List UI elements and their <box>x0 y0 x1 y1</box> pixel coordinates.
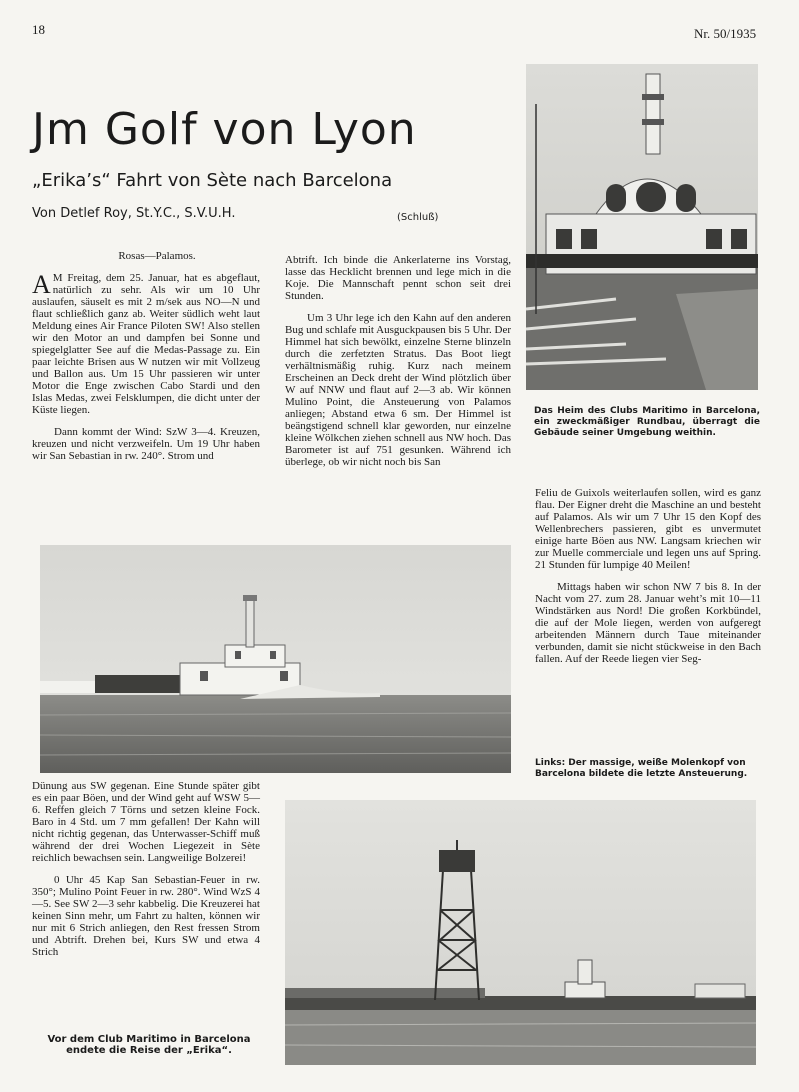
section-heading: Rosas—Palamos. <box>118 250 196 262</box>
paragraph: 0 Uhr 45 Kap San Sebastian-Feuer in rw. 350°; Mulino Point Feuer in rw. 280°. Wind WzS 4—5. See SW 2—3 sehr kabbelig. Die Kreuzerei hat keinen Sinn mehr, um Fahrt zu halten, können wir nur mit 6 Strich anliegen, den Rest fressen Strom und Abtrift. Drehen bei, Kurs SW und etwa 4 Strich <box>32 874 260 958</box>
article-byline: Von Detlef Roy, St.Y.C., S.V.U.H. <box>32 206 236 221</box>
paragraph: Dann kommt der Wind: SzW 3—4. Kreuzen, kreuzen und nicht verzweifeln. Um 19 Uhr haben wir San Sebastian in rw. 240°. Strom und <box>32 426 260 462</box>
article-column-4 <box>32 780 260 968</box>
caption-club-building: Das Heim des Clubs Maritimo in Barcelona, ein zweckmäßiger Rundbau, überragt die Gebäude seiner Umgebung weithin. <box>534 406 760 438</box>
page-number: 18 <box>32 22 45 37</box>
continuation-note: (Schluß) <box>397 212 439 223</box>
article-column-3 <box>535 487 761 675</box>
paragraph: Um 3 Uhr lege ich den Kahn auf den anderen Bug und schlafe mit Ausguckpausen bis 5 Uhr. Der Himmel hat sich bewölkt, einzelne Sterne blinzeln durch die zerfetzten Stratus. Das Boot liegt verhältnismäßig ruhig. Kurz nach meinem Erscheinen an Deck dreht der Wind plötzlich über W auf NNW und flaut auf 2—3 ab. Wir können Mulino Point, die Ansteuerung von Palamos anliegen; Abstand etwa 6 sm. Der Himmel ist beängstigend schnell klar geworden, nur einzelne kleine Wölkchen ziehen schnell aus NW hoch. Das Barometer ist auf 751 gesunken. Während ich überlege, ob wir nicht noch bis San <box>285 312 511 468</box>
article-column-1 <box>32 250 260 472</box>
caption-molenkopf: Links: Der massige, weiße Molenkopf von Barcelona bildete die letzte Ansteuerung. <box>535 758 748 779</box>
paragraph: Feliu de Guixols weiterlaufen sollen, wird es ganz flau. Der Eigner dreht die Maschine an und besteht auf Palamos. Als wir um 7 Uhr 15 den Kopf des Wellenbrechers passieren, gibt es unvermutet einige harte Böen aus NW. Langsam kriechen wir zur Muelle commerciale und legen uns auf Spring. 21 Stunden für lumpige 40 Meilen! <box>535 487 761 571</box>
issue-number: Nr. 50/1935 <box>694 26 757 41</box>
caption-harbor: Vor dem Club Maritimo in Barcelona endete die Reise der „Erika“. <box>47 1034 251 1056</box>
article-title: Jm Golf von Lyon <box>32 104 417 155</box>
harbor-illustration <box>285 800 756 1065</box>
paragraph: Abtrift. Ich binde die Ankerlaterne ins Vorstag, lasse das Hecklicht brennen und lege mich in die Koje. Die Mannschaft pennt schon seit drei Stunden. <box>285 254 511 302</box>
paragraph: Dünung aus SW gegenan. Eine Stunde später gibt es ein paar Böen, und der Wind geht auf WSW 5—6. Reffen gleich 7 Törns und setzen kleine Fock. Baro in 4 Std. um 7 mm gefallen! Der Kahn will nicht richtig gegenan, das Unterwasser-Schiff muß während der drei Wochen Liegezeit in Sète reichlich bewachsen sein. Langweilige Bolzerei! <box>32 780 260 864</box>
molenkopf-photo <box>40 545 511 773</box>
paragraph: Mittags haben wir schon NW 7 bis 8. In der Nacht vom 27. zum 28. Januar weht’s mit 10—11 Windstärken aus Nord! Die großen Korkbündel, die auf der Mole liegen, werden von aufgeregt arbeitenden Männern durch Taue miteinander verbunden, damit sie nicht stückweise in den Bach fallen. Auf der Reede liegen vier Seg- <box>535 581 761 665</box>
article-subtitle: „Erika’s“ Fahrt von Sète nach Barcelona <box>32 170 393 191</box>
paragraph: A M Freitag, dem 25. Januar, hat es abgeflaut, natürlich zu sehr. Als wir um 10 Uhr auslaufen, säuselt es mit 2 m/sek aus NO—N und flaut schließlich ganz ab. Weiter südlich weht laut Meldung eines Air France Piloten SW! Also stellen wir den Motor an und dampfen bei Sonne und spiegelglatter See auf die Medas-Passage zu. Ein paar leichte Brisen aus W nutzen wir mit Vollzeug und Ballon aus. Um 15 Uhr passieren wir unter Motor die Enge zwischen Cabo Stardi und den Islas Medas, zwei Felsklumpen, die dicht unter der Küste liegen. <box>32 270 260 416</box>
article-column-2 <box>285 254 511 478</box>
drop-cap: A <box>32 270 51 299</box>
club-building-illustration <box>526 64 758 390</box>
harbor-photo <box>285 800 756 1065</box>
molenkopf-illustration <box>40 545 511 773</box>
club-building-photo <box>526 64 758 390</box>
